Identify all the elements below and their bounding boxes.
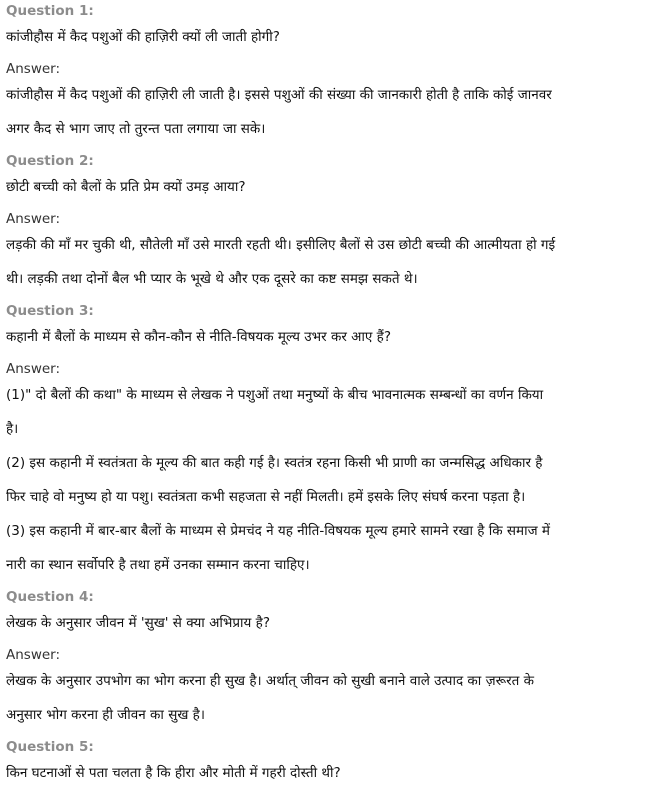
qa-block-1 <box>6 2 642 146</box>
answer-line: थी। लड़की तथा दोनों बैल भी प्यार के भूखे थे और एक दूसरे का कष्ट समझ सकते थे। <box>6 271 418 287</box>
answer-label: Answer: <box>6 211 61 227</box>
qa-block-3 <box>6 302 642 582</box>
question-text: कहानी में बैलों के माध्यम से कौन-कौन से नीति-विषयक मूल्य उभर कर आए हैं? <box>6 329 392 345</box>
answer-line: अगर कैद से भाग जाए तो तुरन्त पता लगाया जा सके। <box>6 121 266 137</box>
question-heading: Question 3: <box>6 303 94 319</box>
answer-line: लेखक के अनुसार उपभोग का भोग करना ही सुख है। अर्थात् जीवन को सुखी बनाने वाले उत्पाद का ज़रूरत के <box>6 673 534 689</box>
answer-line: (2) इस कहानी में स्वतंत्रता के मूल्य की बात कही गई है। स्वतंत्र रहना किसी भी प्राणी का जन्मसिद्ध अधिकार है <box>6 455 543 471</box>
answer-line: (3) इस कहानी में बार-बार बैलों के माध्यम से प्रेमचंद ने यह नीति-विषयक मूल्य हमारे सामने रखा है कि समाज में <box>6 523 550 539</box>
answer-label: Answer: <box>6 361 61 377</box>
answer-line: फिर चाहे वो मनुष्य हो या पशु। स्वतंत्रता कभी सहजता से नहीं मिलती। हमें इसके लिए संघर्ष करना पड़ता है। <box>6 489 526 505</box>
answer-label: Answer: <box>6 647 61 663</box>
question-text: कांजीहौस में कैद पशुओं की हाज़िरी क्यों ली जाती होगी? <box>6 29 280 45</box>
question-heading: Question 1: <box>6 3 94 19</box>
qa-block-5 <box>6 738 642 782</box>
answer-line: (1)" दो बैलों की कथा" के माध्यम से लेखक ने पशुओं तथा मनुष्यों के बीच भावनात्मक सम्बन्धों का वर्णन किया <box>6 387 544 403</box>
qa-block-4 <box>6 588 642 732</box>
question-heading: Question 2: <box>6 153 94 169</box>
answer-line: लड़की की माँ मर चुकी थी, सौतेली माँ उसे मारती रहती थी। इसीलिए बैलों से उस छोटी बच्ची की आत्मीयता हो गई <box>6 237 556 253</box>
answer-line: है। <box>6 421 19 437</box>
answer-label: Answer: <box>6 61 61 77</box>
answer-line: नारी का स्थान सर्वोपरि है तथा हमें उनका सम्मान करना चाहिए। <box>6 557 310 573</box>
question-heading: Question 5: <box>6 739 94 755</box>
answer-line: कांजीहौस में कैद पशुओं की हाज़िरी ली जाती है। इससे पशुओं की संख्या की जानकारी होती है ताकि कोई जानवर <box>6 87 552 103</box>
qa-block-2 <box>6 152 642 296</box>
question-heading: Question 4: <box>6 589 94 605</box>
question-text: किन घटनाओं से पता चलता है कि हीरा और मोती में गहरी दोस्ती थी? <box>6 765 341 781</box>
answer-line: अनुसार भोग करना ही जीवन का सुख है। <box>6 707 205 723</box>
question-text: लेखक के अनुसार जीवन में 'सुख' से क्या अभिप्राय है? <box>6 615 270 631</box>
question-text: छोटी बच्ची को बैलों के प्रति प्रेम क्यों उमड़ आया? <box>6 179 246 195</box>
